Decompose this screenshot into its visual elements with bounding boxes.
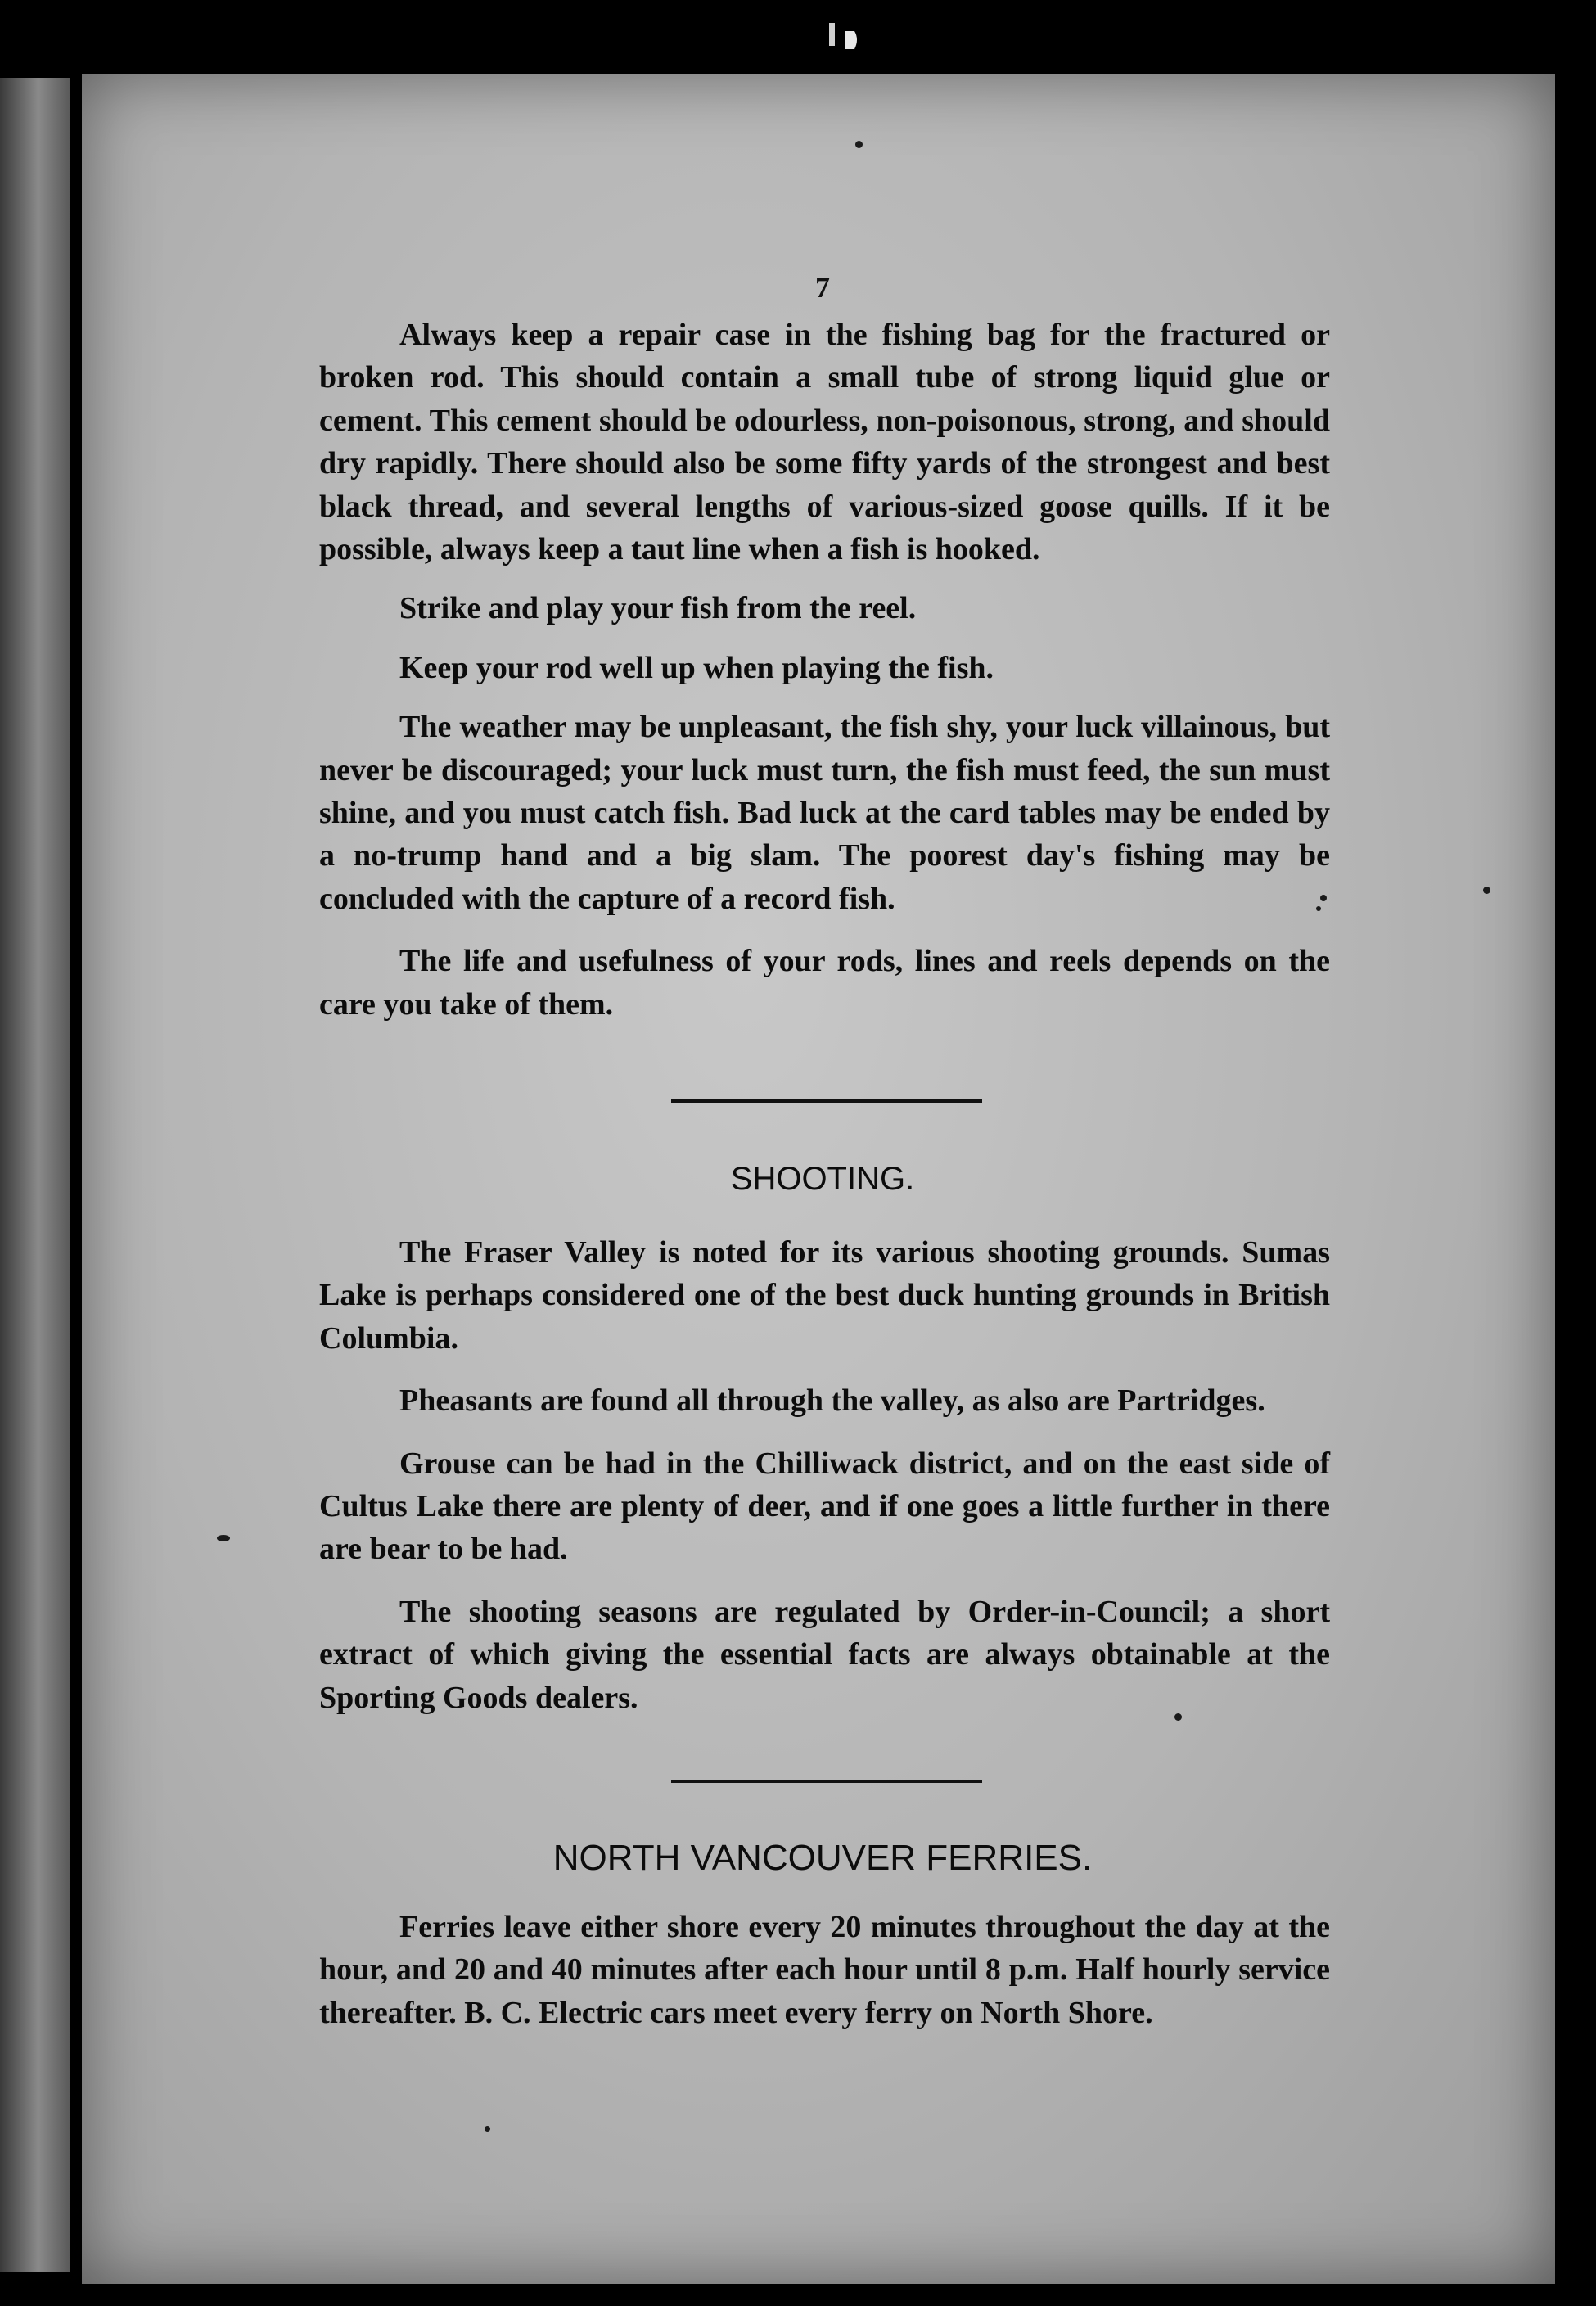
paragraph: Ferries leave either shore every 20 minutes throughout the day at the hour, and 20 and 40 minutes after each hour until 8 p.m. Half hourly service thereafter. B. C. Electric cars meet every ferry on North Shore. — [319, 1910, 1330, 2030]
scan-speck — [1483, 887, 1490, 894]
paragraph: Grouse can be had in the Chilliwack district, and on the east side of Cultus Lake there are plenty of deer, and if one goes a little further in there are bear to be had. — [319, 1446, 1330, 1567]
scan-speck — [1174, 1713, 1182, 1721]
ferries-heading: NORTH VANCOUVER FERRIES. — [552, 1838, 1093, 1878]
scan-speck — [1320, 895, 1327, 901]
scan-speck — [217, 1535, 230, 1541]
paragraph: Keep your rod well up when playing the fish. — [399, 650, 994, 685]
scan-artifact-icon — [827, 16, 859, 65]
shooting-section — [319, 1231, 1330, 1719]
ferries-section — [319, 1906, 1330, 2034]
paragraph: Pheasants are found all through the valley, as also are Partridges. — [399, 1383, 1265, 1419]
paragraph: Strike and play your fish from the reel. — [399, 591, 917, 626]
scan-speck — [855, 141, 863, 148]
scan-speck — [485, 2126, 490, 2132]
section-divider — [671, 1099, 982, 1103]
page-number: 7 — [815, 271, 830, 304]
paragraph: The life and usefulness of your rods, lines and reels depends on the care you take of them. — [319, 944, 1330, 1022]
paragraph: The Fraser Valley is noted for its various shooting grounds. Sumas Lake is perhaps considered one of the best duck hunting grounds in British Columbia. — [319, 1235, 1330, 1356]
fishing-section — [319, 314, 1330, 1026]
paragraph: The shooting seasons are regulated by Order-in-Council; a short extract of which giving the essential facts are always obtainable at the Sporting Goods dealers. — [319, 1594, 1330, 1715]
paragraph: Always keep a repair case in the fishing bag for the fractured or broken rod. This should contain a small tube of strong liquid glue or cement. This cement should be odourless, non-poisonous, strong, and should dry rapidly. There should also be some fifty yards of the strongest and best black thread, and several lengths of various-sized goose quills. If it be possible, always keep a taut line when a fish is hooked. — [319, 318, 1330, 567]
section-divider — [671, 1780, 982, 1783]
shooting-heading: SHOOTING. — [730, 1161, 915, 1197]
scan-speck — [1316, 906, 1321, 911]
paragraph: The weather may be unpleasant, the fish shy, your luck villainous, but never be discouraged; your luck must turn, the fish must feed, the sun must shine, and you must catch fish. Bad luck at the card tables may be ended by a no-trump hand and a big slam. The poorest day's fishing may be concluded with the capture of a record fish. — [319, 710, 1330, 916]
